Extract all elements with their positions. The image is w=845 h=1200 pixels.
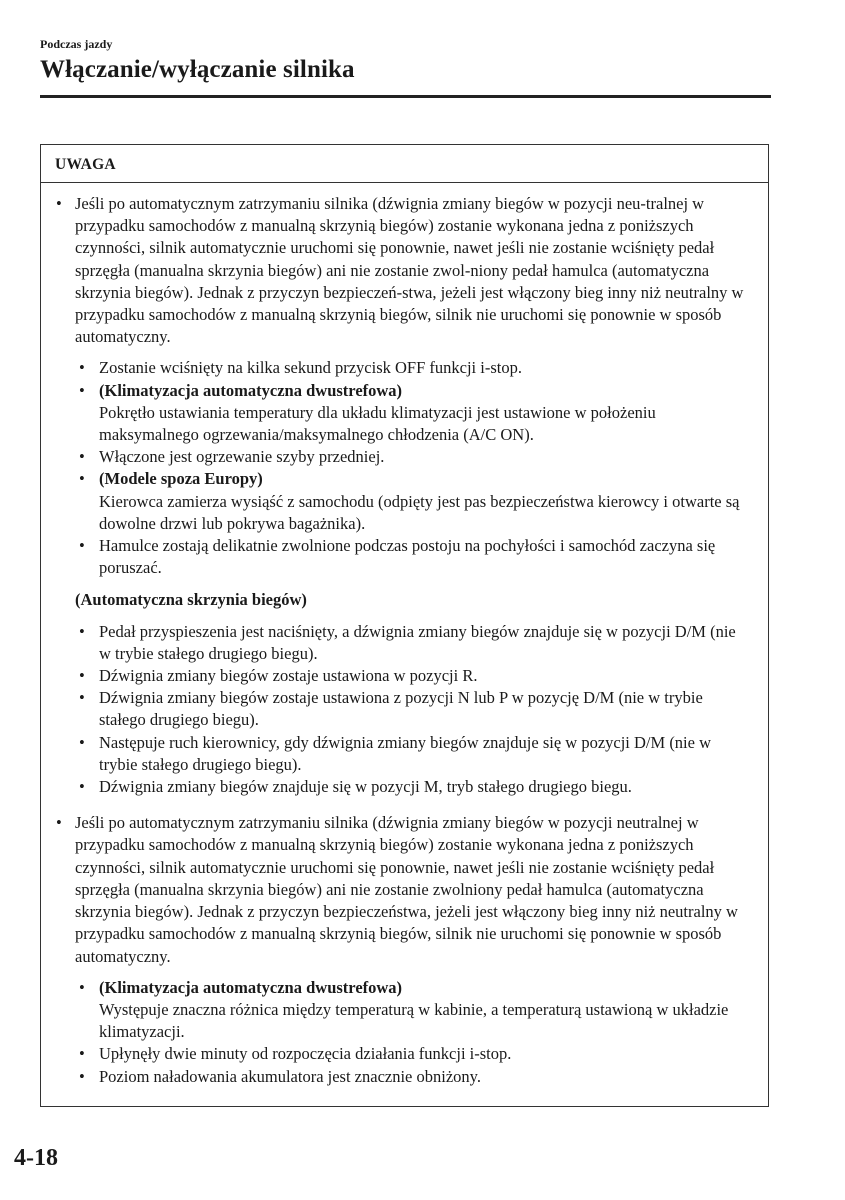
condition-list: [75, 977, 750, 1088]
condition-list: [75, 357, 750, 579]
list-item-text: Hamulce zostają delikatnie zwolnione podczas postoju na pochyłości i samochód zaczyna się poruszać.: [99, 536, 716, 578]
list-item-text: Dźwignia zmiany biegów znajduje się w pozycji M, tryb stałego drugiego biegu.: [99, 777, 632, 797]
bullet-icon: •: [79, 469, 85, 489]
note-box: [40, 144, 769, 1107]
bullet-dot-icon: •: [56, 194, 62, 213]
bullet-icon: •: [79, 358, 85, 378]
list-item-text: Włączone jest ogrzewanie szyby przedniej.: [99, 447, 385, 467]
note-item-text: Jeśli po automatycznym zatrzymaniu silnika (dźwignia zmiany biegów w pozycji neutralnej w przypadku samochodów z manualną skrzynią biegów) zostanie wykonana jedna z poniższych czynności, silnik automatycznie uruchomi się ponownie, nawet jeśli nie zostanie wciśnięty pedał sprzęgła (manualna skrzynia biegów) ani nie zostanie zwolniony pedał hamulca (automatyczna skrzynia biegów). Jednak z przyczyn bezpieczeństwa, jeżeli jest włączony bieg inny niż neutralny w przypadku samochodów z manualną skrzynią biegów, silnik nie uruchomi się ponownie w sposób automatyczny.: [75, 813, 738, 966]
list-item: [75, 776, 750, 798]
note-heading: UWAGA: [41, 145, 768, 183]
list-item-text: Pokrętło ustawiania temperatury dla układu klimatyzacji jest ustawione w położeniu maksymalnego ogrzewania/maksymalnego chłodzenia (A/C ON).: [99, 402, 656, 445]
bullet-icon: •: [79, 1066, 85, 1086]
bullet-icon: •: [79, 732, 85, 752]
list-item: [75, 1043, 750, 1065]
list-item: [75, 621, 750, 665]
list-item-title: (Modele spoza Europy): [99, 469, 263, 489]
list-item-text: Dźwignia zmiany biegów zostaje ustawiona w pozycji R.: [99, 666, 478, 686]
bullet-icon: •: [79, 688, 85, 708]
bullet-icon: •: [79, 447, 85, 467]
bullet-icon: •: [79, 380, 85, 400]
bullet-icon: •: [79, 777, 85, 797]
list-item: [75, 665, 750, 687]
list-item: [75, 1066, 750, 1088]
note-item: [53, 812, 750, 1087]
section-label: Podczas jazdy: [40, 37, 113, 51]
list-item-text: Upłynęły dwie minuty od rozpoczęcia działania funkcji i-stop.: [99, 1044, 512, 1064]
bullet-dot-icon: •: [56, 813, 62, 833]
list-item-text: Dźwignia zmiany biegów zostaje ustawiona z pozycji N lub P w pozycję D/M (nie w trybie stałego drugiego biegu).: [99, 688, 703, 730]
bullet-icon: •: [79, 1044, 85, 1064]
title-rule: [40, 95, 771, 98]
list-item-text: Występuje znaczna różnica między temperaturą w kabinie, a temperaturą ustawioną w układzie klimatyzacji.: [99, 999, 729, 1042]
page-title: Włączanie/wyłączanie silnika: [40, 56, 355, 83]
list-item: [75, 380, 750, 447]
list-item: [75, 468, 750, 535]
list-item-text: Zostanie wciśnięty na kilka sekund przycisk OFF funkcji i-stop.: [99, 358, 522, 378]
condition-list: [75, 621, 750, 799]
list-item: [75, 357, 750, 379]
note-item-text: Jeśli po automatycznym zatrzymaniu silnika (dźwignia zmiany biegów w pozycji neu-tralnej w przypadku samochodów z manualną skrzynią biegów) zostanie wykonana jedna z poniższych czynności, silnik automatycznie uruchomi się ponownie, nawet jeśli nie zostanie wciśnięty pedał sprzęgła (manualna skrzynia biegów) ani nie zostanie zwol-niony pedał hamulca (automatyczna skrzynia biegów). Jednak z przyczyn bezpieczeń-stwa, jeżeli jest włączony bieg inny niż neutralny w przypadku samochodów z manualną skrzynią biegów, silnik nie uruchomi się ponownie w sposób automatyczny.: [75, 194, 744, 347]
sub-heading: (Automatyczna skrzynia biegów): [75, 590, 307, 610]
bullet-icon: •: [79, 977, 85, 997]
note-item: [53, 193, 750, 798]
list-item: [75, 535, 750, 579]
list-item: [75, 687, 750, 731]
list-item-text: Poziom naładowania akumulatora jest znacznie obniżony.: [99, 1066, 481, 1086]
list-item-text: Następuje ruch kierownicy, gdy dźwignia zmiany biegów znajduje się w pozycji D/M (nie w trybie stałego drugiego biegu).: [99, 732, 712, 774]
list-item-title: (Klimatyzacja automatyczna dwustrefowa): [99, 977, 403, 997]
note-body: [41, 183, 768, 1088]
list-item: [75, 977, 750, 1044]
list-item: [75, 446, 750, 468]
list-item: [75, 732, 750, 776]
bullet-icon: •: [79, 536, 85, 556]
bullet-icon: •: [79, 621, 85, 641]
page-number: 4-18: [14, 1145, 58, 1171]
list-item-title: (Klimatyzacja automatyczna dwustrefowa): [99, 380, 403, 400]
list-item-text: Pedał przyspieszenia jest naciśnięty, a dźwignia zmiany biegów znajduje się w pozycji D/M (nie w trybie stałego drugiego biegu).: [99, 621, 736, 663]
bullet-icon: •: [79, 666, 85, 686]
list-item-text: Kierowca zamierza wysiąść z samochodu (odpięty jest pas bezpieczeństwa kierowcy i otwarte są dowolne drzwi lub pokrywa bagażnika).: [99, 491, 740, 533]
